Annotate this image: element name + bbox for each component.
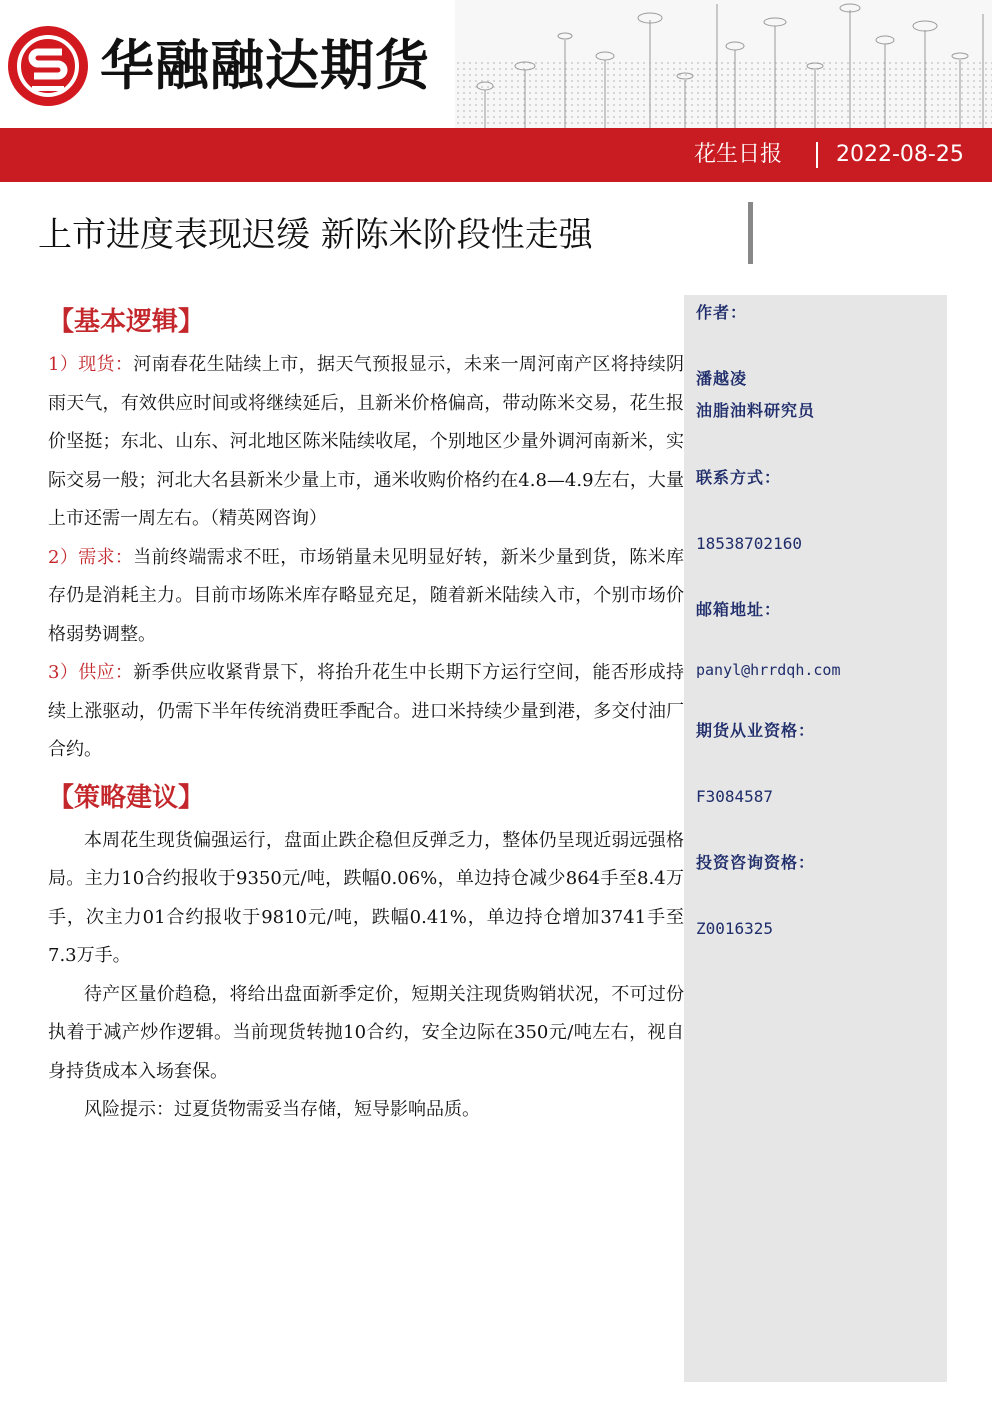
report-body <box>48 298 684 1130</box>
brand-name: 华融融达期货 <box>100 34 430 97</box>
author-title: 油脂油料研究员 <box>696 401 816 420</box>
logic-item-text: 新季供应收紧背景下，将抬升花生中长期下方运行空间，能否形成持续上涨驱动，仍需下半年传统消费旺季配合。进口米持续少量到港，多交付油厂合约。 <box>48 662 684 760</box>
email-address[interactable]: panyl@hrrdqh.com <box>696 661 841 679</box>
title-accent-rule <box>748 202 753 264</box>
author-sidebar <box>684 295 947 1382</box>
section-title-basic-logic: 【基本逻辑】 <box>48 307 205 337</box>
header-decoration <box>455 0 992 128</box>
author-name: 潘越凌 <box>696 369 748 388</box>
logic-item-label: 2）需求： <box>48 546 134 568</box>
report-date: 2022-08-25 <box>836 142 964 167</box>
logic-item-label: 1）现货： <box>48 354 134 375</box>
author-label: 作者： <box>696 303 748 322</box>
banner-divider <box>816 142 818 168</box>
strategy-paragraph: 待产区量价趋稳，将给出盘面新季定价，短期关注现货购销状况，不可过份执着于减产炒作逻辑。当前现货转抛10合约，安全边际在350元/吨左右，视自身持货成本入场套保。 <box>48 983 684 1082</box>
page-title: 上市进度表现迟缓 新陈米阶段性走强 <box>38 215 593 255</box>
logic-item-supply <box>48 654 684 770</box>
company-logo <box>8 26 88 106</box>
logo-mark-icon <box>8 26 88 106</box>
phone-number: 18538702160 <box>696 534 802 553</box>
futures-qualification-label: 期货从业资格： <box>696 721 816 740</box>
risk-warning: 风险提示：过夏货物需妥当存储，短导影响品质。 <box>84 1099 480 1120</box>
logic-item-spot <box>48 346 684 539</box>
investment-qualification-number: Z0016325 <box>696 919 774 938</box>
logic-item-demand <box>48 539 684 655</box>
logic-item-text: 当前终端需求不旺，市场销量未见明显好转，新米少量到货，陈米库存仍是消耗主力。目前市场陈米库存略显充足，随着新米陆续入市，个别市场价格弱势调整。 <box>48 546 684 645</box>
email-label: 邮箱地址： <box>696 600 782 619</box>
section-title-strategy: 【策略建议】 <box>48 782 205 813</box>
logic-item-label: 3）供应： <box>48 662 134 683</box>
futures-qualification-number: F3084587 <box>696 787 774 806</box>
investment-qualification-label: 投资咨询资格： <box>696 853 816 872</box>
report-type: 花生日报 <box>693 142 782 167</box>
logic-item-text: 河南春花生陆续上市，据天气预报显示，未来一周河南产区将持续阴雨天气，有效供应时间或将继续延后，且新米价格偏高，带动陈米交易，花生报价坚挺；东北、山东、河北地区陈米陆续收尾，个别地区少量外调河南新米，实际交易一般；河北大名县新米少量上市，通米收购价格约在4.8—4.9左右，大量上市还需一周左右。（精英网咨询） <box>48 354 684 529</box>
contact-label: 联系方式： <box>696 468 782 487</box>
strategy-paragraph: 本周花生现货偏强运行，盘面止跌企稳但反弹乏力，整体仍呈现近弱远强格局。主力10合约报收于9350元/吨，跌幅0.06%，单边持仓减少864手至8.4万手，次主力01合约报收于9810元/吨，跌幅0.41%，单边持仓增加3741手至7.3万手。 <box>48 829 684 966</box>
